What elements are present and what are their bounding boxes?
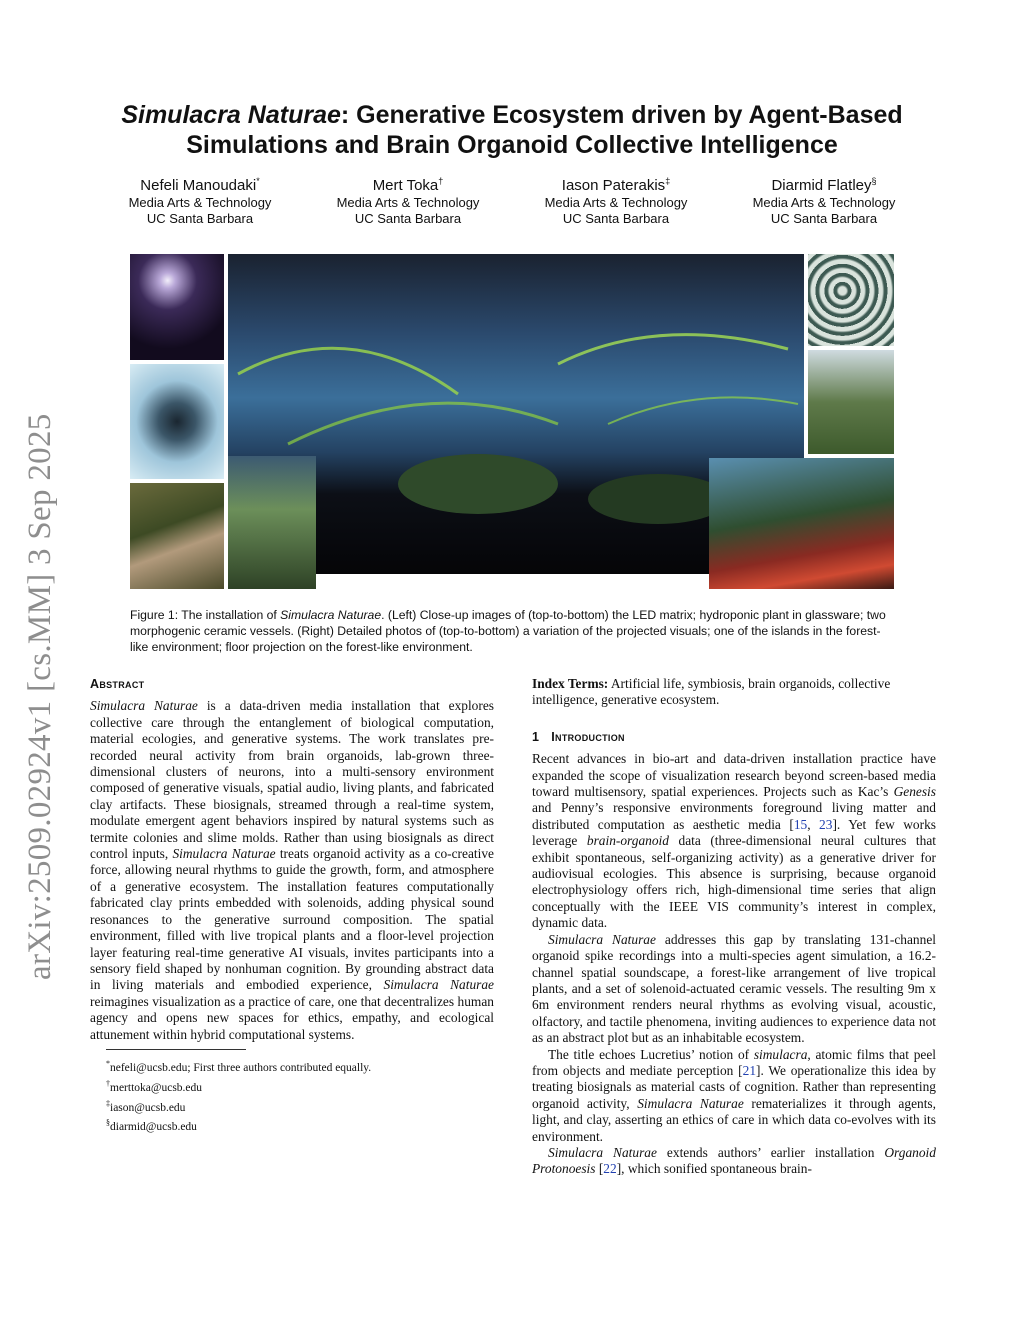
author-name: Iason Paterakis (561, 177, 666, 194)
text: ]. We operationalize this idea by treating biosignals as material casts of cognition. Rather than representing organoid activity, (532, 1062, 936, 1111)
text: extends authors’ earlier installation (656, 1144, 885, 1160)
text: addresses this gap by translating 131-channel organoid spike recordings into a multi-species agent simulation, a 16.2-channel spatial soundscape, a forest-like arrangement of live tropical plants, and a set of solenoid-actuated ceramic vessels. The resulting 9m x 6m environment renders neural rhythms as evolving visual, acoustic, olfactory, and tactile phenomena, inviting audiences to experience data not as an abstract plot but as an inhabitable ecosystem. (532, 931, 936, 1046)
photo-floor-projection (709, 458, 894, 589)
citation-link[interactable]: 15 (793, 816, 808, 832)
author-name: Mert Toka (372, 177, 439, 194)
abstract-paragraph (90, 698, 494, 1043)
left-column (90, 676, 494, 1135)
author-name: Diarmid Flatley (771, 177, 872, 194)
author-institution: UC Santa Barbara (562, 211, 670, 226)
footnote-text: nefeli@ucsb.edu; First three authors contributed equally. (110, 1061, 372, 1074)
title-line-2: Simulations and Brain Organoid Collective Intelligence (186, 131, 838, 159)
introduction-heading (532, 729, 936, 745)
abstract-text: is a data-driven media installation that explores collective care through the entanglement of biological computation, material ecologies, and generative systems. The work translates pre-recorded neural activity from brain organoids, lab-grown three-dimensional clusters of neurons, into a multi-sensory environment composed of generative visuals, spatial audio, living plants, and fabricated clay artifacts. These biosignals, streamed through a real-time system, modulate emergent agent behaviors inspired by natural systems such as termite colonies and slime molds. Rather than using biosignals as direct control inputs, (90, 698, 494, 862)
right-column (532, 676, 936, 1178)
footnote-divider (106, 1049, 246, 1050)
abstract-italic: Simulacra Naturae (172, 846, 276, 862)
text: ], which sonified spontaneous brain- (616, 1161, 812, 1177)
author-affiliation: Media Arts & Technology (752, 195, 896, 210)
index-terms-text: Artificial life, symbiosis, brain organoids, collective intelligence, generative ecosystem. (532, 676, 891, 708)
author-affiliation: Media Arts & Technology (128, 195, 272, 210)
intro-paragraph-3 (532, 1047, 936, 1145)
abstract-text: treats organoid activity as a co-creative force, allowing neural rhythms to guide the growth, form, and atmosphere of a generative ecosystem. The installation features computationally fabricated clay prints embedded with solenoids, adding physical sound resonances to the generative surround composition. The spatial environment, filled with live tropical plants and a floor-level projection layer featuring real-time generative AI visuals, invites participants into a sensory field shaped by nonhuman cognition. By grounding abstract data in living materials and embodied experience, (90, 846, 494, 993)
intro-paragraph-1 (532, 751, 936, 931)
section-title: Introduction (551, 729, 625, 744)
text: rematerializes it through agents, light, and clay, asserting an ethics of care in which data co-evolves with its environment. (532, 1095, 936, 1144)
footnote-mark: * (106, 1058, 110, 1068)
intro-paragraph-4 (532, 1145, 936, 1178)
figure-1-photo-collage (130, 254, 894, 589)
abstract-text: reimagines visualization as a practice of care, one that decentralizes human agency and opens new spaces for ethics, empathy, and ecological attunement within hybrid computational systems. (90, 993, 494, 1042)
italic-text: Simulacra Naturae (637, 1095, 744, 1111)
photo-plant-island (228, 456, 316, 589)
abstract-italic: Simulacra Naturae (383, 977, 494, 993)
author-institution: UC Santa Barbara (146, 211, 254, 226)
author-footnote-mark: ‡ (665, 176, 671, 186)
author-affiliation: Media Arts & Technology (336, 195, 480, 210)
photo-ceramic-vessels (130, 483, 224, 589)
index-terms (532, 676, 936, 709)
figure-caption (130, 607, 896, 655)
text: and Penny’s responsive environments foreground living matter and distributed computation as aesthetic media [ (532, 800, 936, 832)
footnote-text: merttoka@ucsb.edu (110, 1081, 203, 1094)
italic-text: simulacra (753, 1046, 808, 1062)
footnote-text: diarmid@ucsb.edu (110, 1121, 197, 1134)
author-institution: UC Santa Barbara (354, 211, 462, 226)
photo-projected-visual-variation (808, 254, 894, 346)
title-italic: Simulacra Naturae (121, 101, 341, 129)
caption-text: . (Left) Close-up images of (top-to-bottom) the LED matrix; hydroponic plant in glassware; two morphogenic ceramic vessels. (Right) Detailed photos of (top-to-bottom) a variation of the projected visuals; one of the islands in the forest-like environment; floor projection on the forest-like environment. (130, 608, 886, 654)
author-4 (724, 177, 924, 227)
abstract-italic: Simulacra Naturae (90, 698, 198, 714)
photo-forest-island (808, 350, 894, 454)
text: , (807, 816, 820, 832)
italic-text: Genesis (893, 784, 936, 800)
photo-led-matrix (130, 254, 224, 360)
caption-italic: Simulacra Naturae (280, 608, 382, 622)
text: , atomic films that peel from objects and mediate perception [ (532, 1046, 936, 1078)
author-footnote-mark: * (256, 176, 260, 186)
text: The title echoes Lucretius’ notion of (548, 1046, 754, 1062)
citation-link[interactable]: 22 (603, 1161, 617, 1177)
citation-link[interactable]: 23 (819, 816, 833, 832)
text: ]. Yet few works leverage (532, 816, 936, 849)
footnote-mark: § (106, 1118, 110, 1128)
italic-text: brain-organoid (586, 833, 669, 849)
arxiv-identifier-stamp: arXiv:2509.02924v1 [cs.MM] 3 Sep 2025 (22, 413, 58, 980)
section-number: 1 (532, 729, 540, 744)
abstract-heading: Abstract (90, 677, 145, 691)
text: [ (595, 1161, 604, 1177)
text: data (three-dimensional neural cultures that exhibit spontaneous, self-organizing activity) as a generative driver for audiovisual ecologies. This absence is surprising, because organoid electrophysiology offers rich, high-dimensional time series that align conceptually with the IEEE VIS community’s interest in complex, dynamic data. (532, 833, 936, 931)
index-terms-label: Index Terms: (532, 676, 609, 691)
title-line-1: : Generative Ecosystem driven by Agent-Based (340, 101, 903, 129)
italic-text: Simulacra Naturae (548, 931, 656, 947)
author-footnote-mark: † (438, 176, 444, 186)
caption-prefix: Figure 1: The installation of (130, 608, 281, 622)
text: Recent advances in bio-art and data-driven installation practice have expanded the scope of visualization research beyond screen-based media toward multisensory, spatial experiences. Projects such as Kac’s (532, 751, 936, 800)
photo-hydroponic-plant (130, 364, 224, 479)
footnote (90, 1056, 494, 1076)
author-1 (100, 177, 300, 227)
footnote (90, 1096, 494, 1116)
intro-paragraph-2 (532, 932, 936, 1047)
footnote (90, 1115, 494, 1135)
italic-text: Organoid Protonoesis (532, 1144, 936, 1177)
footnote (90, 1076, 494, 1096)
author-institution: UC Santa Barbara (770, 211, 878, 226)
paper-title (100, 100, 924, 160)
author-name: Nefeli Manoudaki (140, 177, 257, 194)
author-2 (308, 177, 508, 227)
footnote-text: iason@ucsb.edu (110, 1101, 186, 1114)
footnote-mark: † (106, 1078, 110, 1088)
author-3 (516, 177, 716, 227)
footnote-mark: ‡ (106, 1098, 110, 1108)
author-affiliation: Media Arts & Technology (544, 195, 688, 210)
citation-link[interactable]: 21 (742, 1062, 757, 1078)
italic-text: Simulacra Naturae (548, 1144, 657, 1160)
author-footnote-mark: § (871, 176, 877, 186)
